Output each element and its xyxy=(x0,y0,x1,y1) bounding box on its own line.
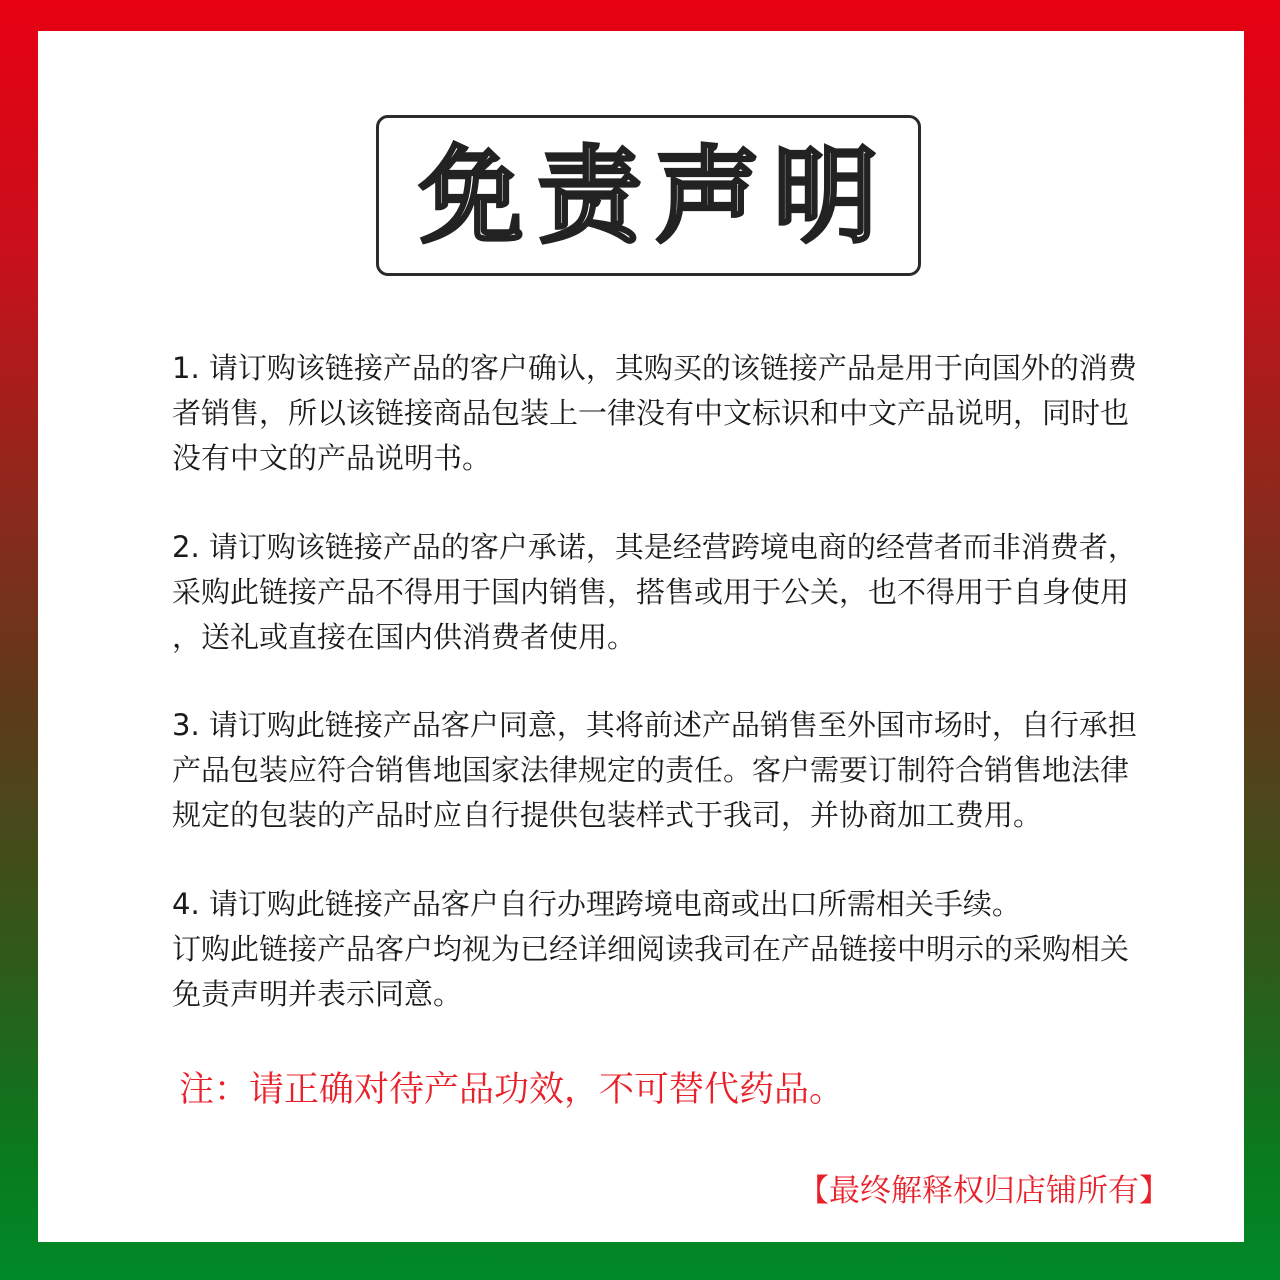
paragraph-line: 2. 请订购该链接产品的客户承诺，其是经营跨境电商的经营者而非消费者， xyxy=(172,530,1137,564)
paragraph-line: ，送礼或直接在国内供消费者使用。 xyxy=(172,620,637,654)
paragraph-line: 者销售，所以该链接商品包装上一律没有中文标识和中文产品说明，同时也 xyxy=(172,396,1130,430)
page-title: 免责声明 xyxy=(419,134,892,257)
disclaimer-paragraph-2 xyxy=(172,525,1137,660)
disclaimer-paragraph-3 xyxy=(172,703,1137,838)
disclaimer-card xyxy=(38,31,1244,1242)
paragraph-line: 规定的包装的产品时应自行提供包装样式于我司，并协商加工费用。 xyxy=(172,798,1043,832)
paragraph-line: 订购此链接产品客户均视为已经详细阅读我司在产品链接中明示的采购相关 xyxy=(172,932,1130,966)
paragraph-line: 4. 请订购此链接产品客户自行办理跨境电商或出口所需相关手续。 xyxy=(172,887,1021,921)
warning-note: 注：请正确对待产品功效，不可替代药品。 xyxy=(179,1070,845,1110)
disclaimer-paragraph-4 xyxy=(172,882,1130,1017)
disclaimer-paragraph-1 xyxy=(172,346,1137,481)
paragraph-line: 1. 请订购该链接产品的客户确认，其购买的该链接产品是用于向国外的消费 xyxy=(172,351,1137,385)
paragraph-line: 3. 请订购此链接产品客户同意，其将前述产品销售至外国市场时，自行承担 xyxy=(172,708,1137,742)
paragraph-line: 采购此链接产品不得用于国内销售，搭售或用于公关，也不得用于自身使用 xyxy=(172,575,1130,609)
paragraph-line: 产品包装应符合销售地国家法律规定的责任。客户需要订制符合销售地法律 xyxy=(172,753,1130,787)
paragraph-line: 免责声明并表示同意。 xyxy=(172,977,463,1011)
paragraph-line: 没有中文的产品说明书。 xyxy=(172,441,492,475)
final-interpretation-notice: 【最终解释权归店铺所有】 xyxy=(798,1173,1170,1209)
title-frame xyxy=(376,115,921,276)
